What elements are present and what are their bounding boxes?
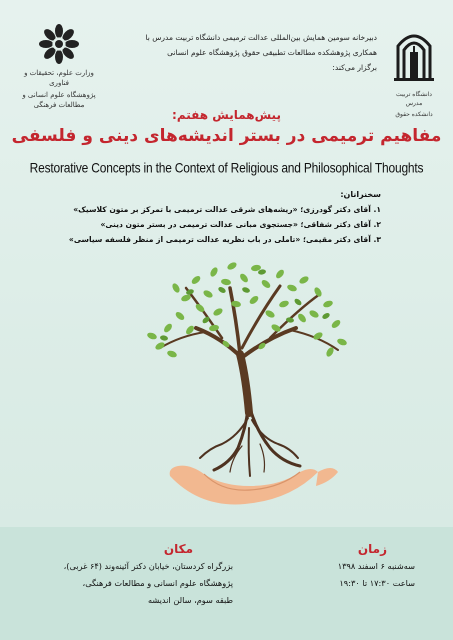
tree-with-roots-on-hand-icon <box>0 258 453 520</box>
right-logo <box>387 22 441 119</box>
hand-icon <box>170 466 338 505</box>
event-date: سه‌شنبه ۶ اسفند ۱۳۹۸ <box>337 561 415 571</box>
location-heading: مکان <box>163 542 193 556</box>
roots-icon <box>200 408 300 476</box>
speakers-list <box>61 188 381 247</box>
leaves-icon <box>146 261 347 359</box>
speaker-item: ۱. آقای دکتر گودرزی؛ «ریشه‌های شرقی عدالت ترمیمی با تمرکز بر متون کلاسیک» <box>73 205 381 214</box>
left-logo-caption-2: پژوهشگاه علوم انسانی و مطالعات فرهنگی <box>22 91 96 109</box>
intro-line: برگزار می‌کند: <box>332 63 377 72</box>
rosette-emblem-icon <box>37 22 81 66</box>
right-logo-caption-1: دانشگاه تربیت مدرس <box>396 91 432 107</box>
event-title: مفاهیم ترمیمی در بستر اندیشه‌های دینی و فلسفی <box>11 126 442 146</box>
intro-line: همکاری پژوهشکده مطالعات تطبیقی حقوق پژوهشگاه علوم انسانی <box>167 48 377 57</box>
speakers-heading: سخنرانان: <box>340 190 381 199</box>
building-emblem-icon <box>392 22 436 84</box>
intro-line: دبیرخانه سومین همایش بین‌المللی عدالت ترمیمی دانشگاه تربیت مدرس با <box>145 33 377 42</box>
location-line: بزرگراه کردستان، خیابان دکتر آئینه‌وند (۶۴ غربی)، <box>63 561 233 571</box>
event-subtitle: پیش‌همایش هفتم: <box>172 108 281 122</box>
intro-text <box>107 30 377 75</box>
event-time <box>295 540 415 592</box>
event-title-en: Restorative Concepts in the Context of Religious and Philosophical Thoughts <box>29 159 424 177</box>
time-heading: زمان <box>357 542 387 556</box>
event-location <box>33 540 233 609</box>
right-logo-caption-2: دانشکده حقوق <box>395 111 433 118</box>
trunk-icon <box>160 286 338 413</box>
event-hours: ساعت ۱۷:۳۰ تا ۱۹:۳۰ <box>339 578 415 588</box>
location-line: پژوهشگاه علوم انسانی و مطالعات فرهنگی، <box>82 578 233 588</box>
speaker-item: ۳. آقای دکتر مقیمی؛ «تاملی در باب نظریه عدالت ترمیمی از منظر فلسفه سیاسی» <box>68 235 381 244</box>
location-line: طبقه سوم، سالن اندیشه <box>147 595 233 605</box>
speaker-item: ۲. آقای دکتر شفاقی؛ «جستجوی مبانی عدالت ترمیمی در بستر متون دینی» <box>100 220 381 229</box>
left-logo <box>18 22 100 110</box>
left-logo-caption-1: وزارت علوم، تحقیقات و فناوری <box>24 69 94 87</box>
